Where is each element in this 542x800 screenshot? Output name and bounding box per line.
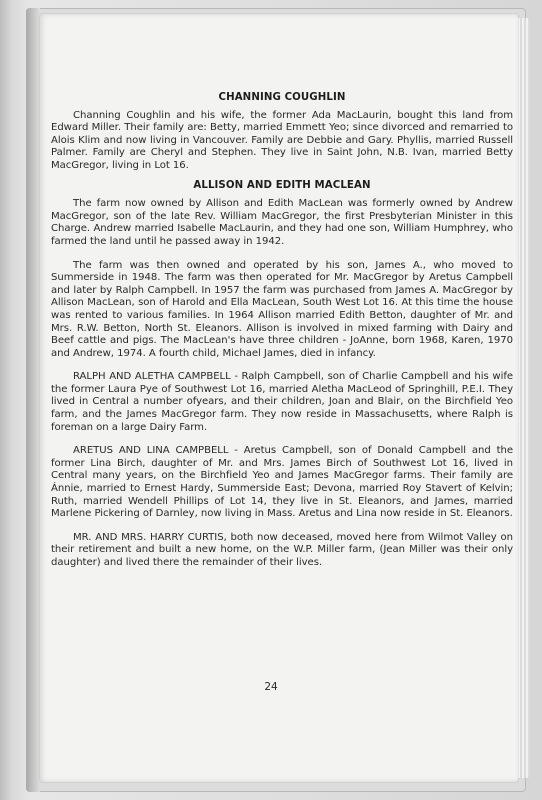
page-content (51, 92, 513, 570)
paragraph-ralph-aletha-campbell: RALPH AND ALETHA CAMPBELL - Ralph Campbell, son of Charlie Campbell and his wife the former Laura Pye of Southwest Lot 16, married Aletha MacLeod of Springhill, P.E.I. They lived in Central a number ofyears, and their children, Joan and Blair, on the Birchfield Yeo farm, and the James MacGregor farm. They now reside in Massachusetts, where Ralph is foreman on a large Dairy Farm. (51, 371, 513, 433)
paragraph-maclean-farm-operation: The farm was then owned and operated by his son, James A., who moved to Summerside in 1948. The farm was then operated for Mr. MacGregor by Aretus Campbell and later by Ralph Campbell. In 1957 the farm was purchased from James A. MacGregor by Allison MacLean, son of Harold and Ella MacLean, South West Lot 16. At this time the house was rented to various families. In 1964 Allison married Edith Betton, daughter of Mr. and Mrs. R.W. Betton, North St. Eleanors. Allison is involved in mixed farming with Dairy and Beef cattle and pigs. The MacLean's have three children - JoAnne, born 1968, Karen, 1970 and Andrew, 1974. A fourth child, Michael James, died in infancy. (51, 259, 513, 359)
page-number: 24 (264, 681, 278, 693)
section-heading-channing-coughlin: CHANNING COUGHLIN (218, 92, 346, 103)
paragraph-harry-curtis: MR. AND MRS. HARRY CURTIS, both now deceased, moved here from Wilmot Valley on their retirement and built a new home, on the W.P. Miller farm, (Jean Miller was their only daughter) and lived there the remainder of their lives. (51, 531, 513, 568)
section-heading-allison-edith-maclean: ALLISON AND EDITH MACLEAN (193, 179, 371, 191)
page-edges (518, 18, 530, 778)
paragraph-aretus-lina-campbell: ARETUS AND LINA CAMPBELL - Aretus Campbell, son of Donald Campbell and the former Lina Birch, daughter of Mr. and Mrs. James Birch of Southwest Lot 16, lived in Central many years, on the Birchfield Yeo and James MacGregor farms. Their family are Ánnie, married to Ernest Hardy, Summerside East; Devona, married Roy Stavert of Kelvin; Ruth, married Wendell Phillips of Lot 14, they live in St. Eleanors, and James, married Marlene Pickering of Darnley, now living in Mass. Aretus and Lina now reside in St. Eleanors. (51, 445, 513, 520)
paragraph-coughlin-family: Channing Coughlin and his wife, the former Ada MacLaurin, bought this land from Edward Miller. Their family are: Betty, married Emmett Yeo; since divorced and remarried to Alois Klim and now living in Vancouver. Family are Debbie and Gary. Phyllis, married Russell Palmer. Family are Cheryl and Stephen. They live in Saint John, N.B. Ivan, married Betty MacGregor, living in Lot 16. (51, 109, 513, 171)
spine-shadow (26, 8, 40, 792)
paragraph-maclean-farm-history: The farm now owned by Allison and Edith MacLean was formerly owned by Andrew MacGregor, son of the late Rev. William MacGregor, the first Presbyterian Minister in this Charge. Andrew married Isabelle MacLaurin, and they had one son, William Humphrey, who farmed the land until he passed away in 1942. (51, 198, 513, 247)
